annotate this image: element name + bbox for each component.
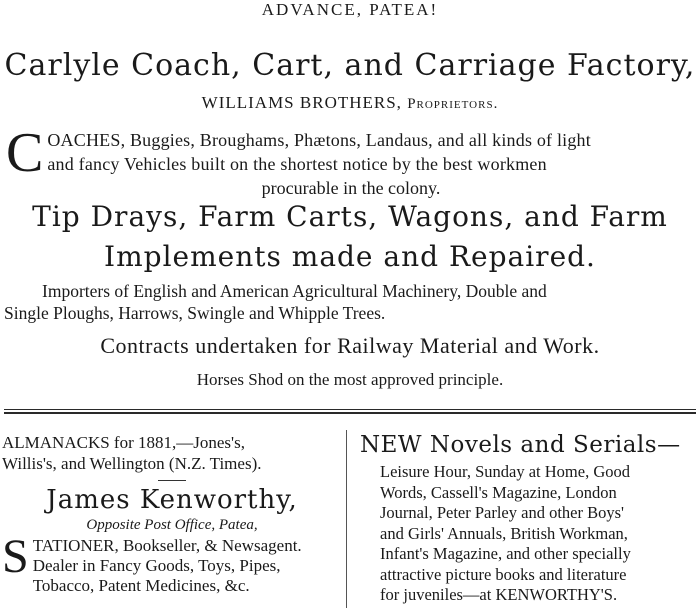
importers-line-2: Single Ploughs, Harrows, Swingle and Whipple Trees. [4,303,386,323]
proprietors-label: Proprietors. [407,96,499,112]
implements-heading: Implements made and Repaired. [104,240,596,273]
horses-line: Horses Shod on the most approved principle. [196,370,504,389]
coaches-paragraph [6,122,696,200]
importers-line-1: Importers of English and American Agricultural Machinery, Double and [42,281,547,301]
almanacks-line-2: Willis's, and Wellington (N.Z. Times). [2,454,262,473]
stationer-drop-cap: S [2,530,29,583]
almanacks-line-1: ALMANACKS for 1881,—Jones's, [2,433,245,452]
kenworthy-name: James Kenworthy, [46,485,298,515]
novels-line-7: for juveniles—at KENWORTHY'S. [380,585,618,604]
column-divider [346,430,347,608]
short-divider [158,480,186,481]
kenworthy-left-column [2,432,342,596]
novels-line-6: attractive picture books and literature [380,564,627,584]
factory-title: Carlyle Coach, Cart, and Carriage Factory, [4,48,696,83]
novels-line-3: Journal, Peter Parley and other Boys' [380,503,625,522]
advance-patea-heading: ADVANCE, PATEA! [261,0,439,19]
section-divider-thick [4,412,696,414]
proprietors-line [0,93,700,113]
almanacks-paragraph [2,432,342,474]
novels-paragraph [360,462,696,606]
novels-right-column [360,432,696,606]
tip-drays-heading: Tip Drays, Farm Carts, Wagons, and Farm [32,200,668,233]
novels-line-2: Words, Cassell's Magazine, London [380,482,617,502]
stationer-line-2: Dealer in Fancy Goods, Toys, Pipes, [32,556,281,575]
proprietors-name: WILLIAMS BROTHERS, [201,93,402,112]
importers-paragraph [4,280,696,324]
coaches-line-3: procurable in the colony. [261,178,441,198]
stationer-line-1: TATIONER, Bookseller, & Newsagent. [32,536,302,555]
new-novels-heading: NEW Novels and Serials— [360,432,681,458]
section-divider-thin [4,409,696,410]
address-line: Opposite Post Office, Patea, [86,517,258,533]
novels-line-4: and Girls' Annuals, British Workman, [380,523,628,543]
coaches-line-1: OACHES, Buggies, Broughams, Phætons, Landaus, and all kinds of light [47,130,591,150]
contracts-line: Contracts undertaken for Railway Material and Work. [100,333,600,358]
stationer-line-3: Tobacco, Patent Medicines, &c. [32,576,250,595]
coaches-drop-cap: C [6,122,44,184]
stationer-paragraph [2,530,342,596]
coaches-line-2: and fancy Vehicles built on the shortest notice by the best workmen [47,154,547,174]
novels-line-1: Leisure Hour, Sunday at Home, Good [380,462,630,481]
novels-line-5: Infant's Magazine, and other specially [380,544,631,563]
